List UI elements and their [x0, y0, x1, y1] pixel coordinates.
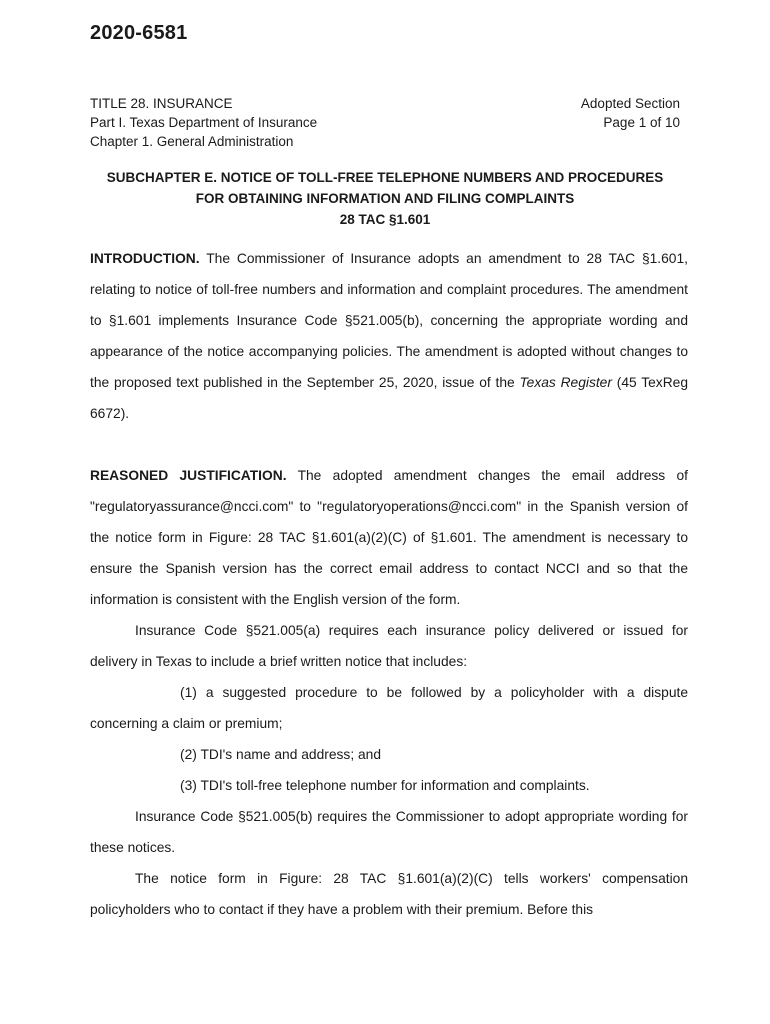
header-page-number: Page 1 of 10: [603, 115, 680, 130]
introduction-text: The Commissioner of Insurance adopts an amendment to 28 TAC §1.601, relating to notice of toll-free numbers and information and complaint procedures. The amendment to §1.601 implements Insurance Code §521.005(b), concerning the appropriate wording and appearance of the notice accompanying policies. The amendment is adopted without changes to the proposed text published in the September 25, 2020, issue of the: [90, 251, 688, 390]
header-left: [90, 94, 317, 151]
heading-line-3: 28 TAC §1.601: [339, 212, 431, 227]
paragraph-notice-form: The notice form in Figure: 28 TAC §1.601(a)(2)(C) tells workers' compensation policyholders who to contact if they have a problem with their premium. Before this: [90, 871, 688, 917]
heading-line-2: FOR OBTAINING INFORMATION AND FILING COMPLAINTS: [195, 191, 575, 206]
header-section-status: Adopted Section: [580, 96, 680, 111]
introduction-label: INTRODUCTION.: [90, 251, 200, 266]
subchapter-heading: [90, 167, 680, 230]
introduction-text-end: (45 TexReg 6672).: [90, 375, 688, 421]
header-title-line: TITLE 28. INSURANCE: [90, 96, 233, 111]
paragraph-wording-requirement: Insurance Code §521.005(b) requires the Commissioner to adopt appropriate wording for these notices.: [90, 809, 688, 855]
header-chapter-line: Chapter 1. General Administration: [90, 134, 294, 149]
introduction-paragraph: [90, 243, 688, 429]
header-part-line: Part I. Texas Department of Insurance: [90, 115, 318, 130]
publication-title: Texas Register: [519, 375, 612, 390]
justification-text: The adopted amendment changes the email address of "regulatoryassurance@ncci.com" to "regulatoryoperations@ncci.com" in the Spanish version of the notice form in Figure: 28 TAC §1.601(a)(2)(C) of §1.601. The amendment is necessary to ensure the Spanish version has the correct email address to contact NCCI and so that the information is consistent with the English version of the form.: [90, 468, 688, 607]
document-number: 2020-6581: [90, 22, 188, 44]
heading-line-1: SUBCHAPTER E. NOTICE OF TOLL-FREE TELEPHONE NUMBERS AND PROCEDURES: [106, 170, 664, 185]
list-item: (3) TDI's toll-free telephone number for information and complaints.: [180, 778, 590, 793]
justification-paragraph: [90, 460, 688, 615]
paragraph-notice-requirement: Insurance Code §521.005(a) requires each insurance policy delivered or issued for delivery in Texas to include a brief written notice that includes:: [90, 623, 688, 669]
list-item: (1) a suggested procedure to be followed by a policyholder with a dispute concerning a claim or premium;: [90, 685, 688, 731]
list-item: (2) TDI's name and address; and: [180, 747, 382, 762]
justification-label: REASONED JUSTIFICATION.: [90, 468, 287, 483]
document-body: [90, 243, 688, 925]
header-right: [581, 94, 680, 132]
